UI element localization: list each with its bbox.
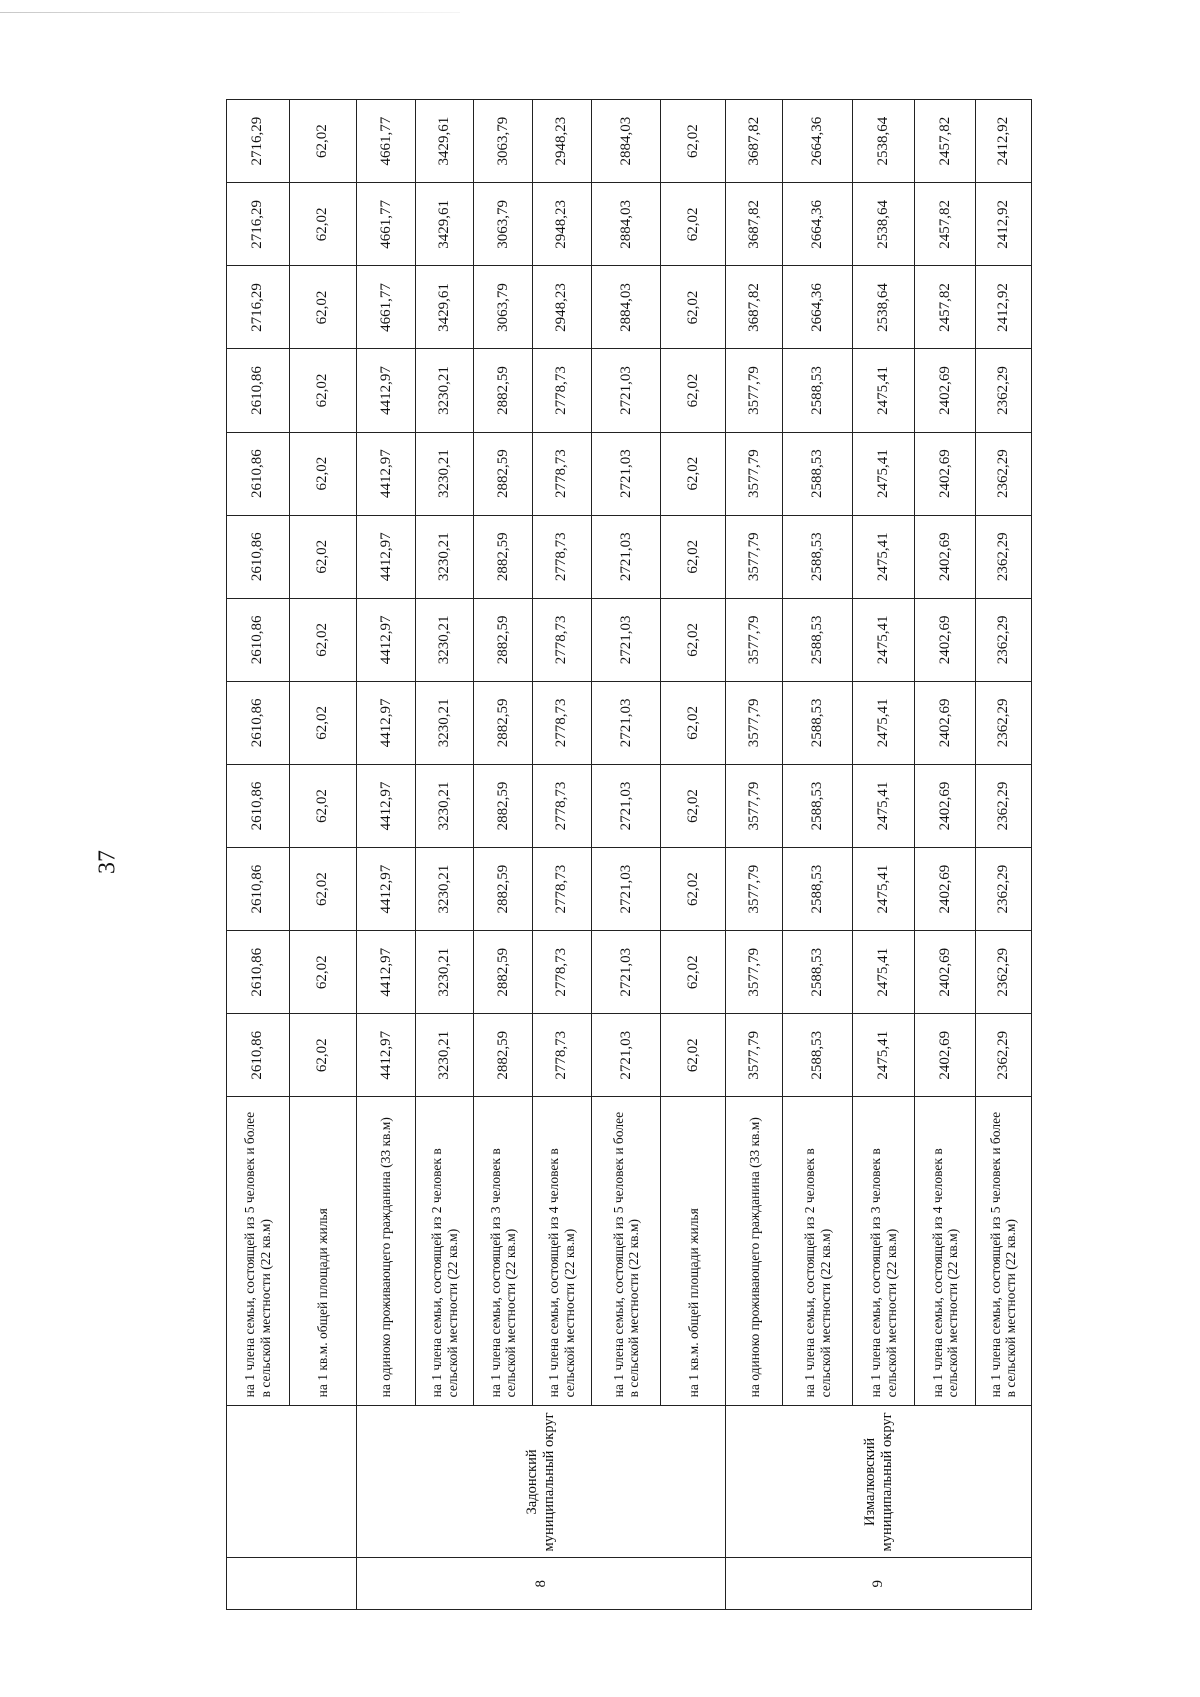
row-description: на 1 члена семьи, состоящей из 2 человек в сельской местности (22 кв.м)	[783, 1097, 852, 1406]
value-cell: 62,02	[289, 183, 356, 266]
value-cell: 2610,86	[227, 764, 290, 847]
value-cell: 2362,29	[975, 681, 1031, 764]
value-cell: 2610,86	[227, 681, 290, 764]
value-cell: 2588,53	[783, 432, 852, 515]
rotated-table-frame	[226, 99, 1032, 1610]
value-cell: 62,02	[289, 349, 356, 432]
value-cell: 2716,29	[227, 183, 290, 266]
value-cell: 62,02	[289, 100, 356, 183]
row-description: на 1 члена семьи, состоящей из 5 человек и более в сельской местности (22 кв.м)	[227, 1097, 290, 1406]
value-cell: 2475,41	[852, 681, 915, 764]
value-cell: 2588,53	[783, 681, 852, 764]
value-cell: 2882,59	[474, 598, 532, 681]
municipality-name: Измалковский муниципальный округ	[726, 1406, 1032, 1558]
value-cell: 3429,61	[416, 100, 474, 183]
value-cell: 2402,69	[915, 349, 975, 432]
value-cell: 3687,82	[726, 183, 783, 266]
value-cell: 62,02	[661, 931, 726, 1014]
value-cell: 2716,29	[227, 100, 290, 183]
value-cell: 62,02	[661, 681, 726, 764]
row-index-cell	[227, 1558, 357, 1610]
table-row	[532, 100, 591, 1610]
value-cell: 62,02	[289, 515, 356, 598]
value-cell: 3230,21	[416, 515, 474, 598]
value-cell: 2362,29	[975, 432, 1031, 515]
value-cell: 2475,41	[852, 598, 915, 681]
value-cell: 2882,59	[474, 931, 532, 1014]
value-cell: 3063,79	[474, 266, 532, 349]
value-cell: 2948,23	[532, 100, 591, 183]
value-cell: 62,02	[661, 183, 726, 266]
value-cell: 2778,73	[532, 515, 591, 598]
value-cell: 3577,79	[726, 681, 783, 764]
value-cell: 2610,86	[227, 1014, 290, 1097]
value-cell: 2402,69	[915, 931, 975, 1014]
value-cell: 2664,36	[783, 100, 852, 183]
value-cell: 2778,73	[532, 848, 591, 931]
table-row	[474, 100, 532, 1610]
value-cell: 2402,69	[915, 1014, 975, 1097]
value-cell: 3230,21	[416, 598, 474, 681]
value-cell: 3577,79	[726, 931, 783, 1014]
value-cell: 2948,23	[532, 266, 591, 349]
value-cell: 62,02	[661, 349, 726, 432]
value-cell: 2475,41	[852, 515, 915, 598]
value-cell: 3063,79	[474, 100, 532, 183]
value-cell: 2778,73	[532, 432, 591, 515]
value-cell: 2721,03	[591, 764, 660, 847]
row-description: на 1 члена семьи, состоящей из 5 человек и более в сельской местности (22 кв.м)	[591, 1097, 660, 1406]
value-cell: 62,02	[289, 1014, 356, 1097]
value-cell: 4412,97	[356, 1014, 415, 1097]
value-cell: 2884,03	[591, 266, 660, 349]
value-cell: 62,02	[289, 681, 356, 764]
value-cell: 2412,92	[975, 183, 1031, 266]
value-cell: 3577,79	[726, 1014, 783, 1097]
value-cell: 2362,29	[975, 1014, 1031, 1097]
value-cell: 2778,73	[532, 598, 591, 681]
value-cell: 62,02	[661, 432, 726, 515]
value-cell: 2610,86	[227, 931, 290, 1014]
value-cell: 3577,79	[726, 515, 783, 598]
value-cell: 2402,69	[915, 681, 975, 764]
value-cell: 2457,82	[915, 266, 975, 349]
row-description: на 1 кв.м. общей площади жилья	[661, 1097, 726, 1406]
value-cell: 2882,59	[474, 515, 532, 598]
value-cell: 4412,97	[356, 764, 415, 847]
value-cell: 2475,41	[852, 1014, 915, 1097]
value-cell: 2610,86	[227, 515, 290, 598]
value-cell: 2402,69	[915, 515, 975, 598]
value-cell: 2412,92	[975, 100, 1031, 183]
row-description: на 1 члена семьи, состоящей из 4 человек в сельской местности (22 кв.м)	[915, 1097, 975, 1406]
value-cell: 3577,79	[726, 598, 783, 681]
value-cell: 2402,69	[915, 598, 975, 681]
table-row	[726, 100, 783, 1610]
table-row	[975, 100, 1031, 1610]
value-cell: 2778,73	[532, 681, 591, 764]
value-cell: 2402,69	[915, 848, 975, 931]
value-cell: 2778,73	[532, 764, 591, 847]
row-description: на 1 члена семьи, состоящей из 3 человек в сельской местности (22 кв.м)	[852, 1097, 915, 1406]
value-cell: 2664,36	[783, 183, 852, 266]
value-cell: 2716,29	[227, 266, 290, 349]
value-cell: 3577,79	[726, 848, 783, 931]
value-cell: 2882,59	[474, 1014, 532, 1097]
value-cell: 2884,03	[591, 183, 660, 266]
value-cell: 4412,97	[356, 515, 415, 598]
value-cell: 2721,03	[591, 349, 660, 432]
value-cell: 2721,03	[591, 598, 660, 681]
value-cell: 2402,69	[915, 432, 975, 515]
value-cell: 62,02	[289, 931, 356, 1014]
value-cell: 4412,97	[356, 931, 415, 1014]
value-cell: 3577,79	[726, 432, 783, 515]
value-cell: 3577,79	[726, 349, 783, 432]
value-cell: 2610,86	[227, 349, 290, 432]
row-description: на 1 члена семьи, состоящей из 5 человек и более в сельской местности (22 кв.м)	[975, 1097, 1031, 1406]
value-cell: 62,02	[289, 266, 356, 349]
value-cell: 62,02	[661, 266, 726, 349]
value-cell: 2882,59	[474, 432, 532, 515]
value-cell: 3230,21	[416, 432, 474, 515]
table-row	[356, 100, 415, 1610]
value-cell: 62,02	[661, 598, 726, 681]
row-description: на одиноко проживающего гражданина (33 кв.м)	[356, 1097, 415, 1406]
value-cell: 3230,21	[416, 349, 474, 432]
value-cell: 3230,21	[416, 764, 474, 847]
scan-edge-artifact	[0, 12, 460, 13]
value-cell: 2362,29	[975, 848, 1031, 931]
municipality-name: Задонский муниципальный округ	[356, 1406, 725, 1558]
value-cell: 2721,03	[591, 1014, 660, 1097]
value-cell: 2457,82	[915, 183, 975, 266]
row-description: на 1 члена семьи, состоящей из 3 человек в сельской местности (22 кв.м)	[474, 1097, 532, 1406]
value-cell: 2882,59	[474, 681, 532, 764]
value-cell: 2588,53	[783, 931, 852, 1014]
group-index: 8	[356, 1558, 725, 1610]
value-cell: 2588,53	[783, 515, 852, 598]
value-cell: 3230,21	[416, 931, 474, 1014]
table-row	[852, 100, 915, 1610]
value-cell: 4412,97	[356, 848, 415, 931]
value-cell: 2610,86	[227, 598, 290, 681]
value-cell: 2884,03	[591, 100, 660, 183]
value-cell: 2475,41	[852, 432, 915, 515]
value-cell: 2721,03	[591, 432, 660, 515]
value-cell: 2402,69	[915, 764, 975, 847]
value-cell: 2362,29	[975, 349, 1031, 432]
value-cell: 2721,03	[591, 515, 660, 598]
value-cell: 2778,73	[532, 349, 591, 432]
value-cell: 2664,36	[783, 266, 852, 349]
value-cell: 62,02	[289, 598, 356, 681]
value-cell: 62,02	[661, 1014, 726, 1097]
value-cell: 62,02	[289, 764, 356, 847]
value-cell: 2362,29	[975, 598, 1031, 681]
value-cell: 4661,77	[356, 100, 415, 183]
value-cell: 2588,53	[783, 1014, 852, 1097]
value-cell: 2475,41	[852, 764, 915, 847]
value-cell: 2721,03	[591, 848, 660, 931]
value-cell: 4412,97	[356, 681, 415, 764]
value-cell: 2588,53	[783, 764, 852, 847]
value-cell: 2475,41	[852, 349, 915, 432]
value-cell: 2538,64	[852, 100, 915, 183]
table-row	[227, 100, 290, 1610]
table-row	[416, 100, 474, 1610]
value-cell: 2882,59	[474, 349, 532, 432]
value-cell: 2948,23	[532, 183, 591, 266]
value-cell: 4412,97	[356, 432, 415, 515]
table-row	[915, 100, 975, 1610]
value-cell: 2362,29	[975, 931, 1031, 1014]
value-cell: 2882,59	[474, 848, 532, 931]
tariff-table	[226, 99, 1032, 1610]
value-cell: 3230,21	[416, 681, 474, 764]
value-cell: 3687,82	[726, 266, 783, 349]
value-cell: 62,02	[289, 432, 356, 515]
value-cell: 62,02	[661, 764, 726, 847]
value-cell: 62,02	[661, 848, 726, 931]
value-cell: 2475,41	[852, 848, 915, 931]
value-cell: 2538,64	[852, 266, 915, 349]
value-cell: 62,02	[661, 515, 726, 598]
row-description: на 1 члена семьи, состоящей из 2 человек в сельской местности (22 кв.м)	[416, 1097, 474, 1406]
value-cell: 3577,79	[726, 764, 783, 847]
value-cell: 4412,97	[356, 598, 415, 681]
value-cell: 4661,77	[356, 266, 415, 349]
value-cell: 2721,03	[591, 931, 660, 1014]
value-cell: 2412,92	[975, 266, 1031, 349]
table-row	[783, 100, 852, 1610]
row-description: на одиноко проживающего гражданина (33 кв.м)	[726, 1097, 783, 1406]
value-cell: 2778,73	[532, 1014, 591, 1097]
table-row	[289, 100, 356, 1610]
value-cell: 4412,97	[356, 349, 415, 432]
group-index: 9	[726, 1558, 1032, 1610]
value-cell: 4661,77	[356, 183, 415, 266]
value-cell: 2778,73	[532, 931, 591, 1014]
value-cell: 3687,82	[726, 100, 783, 183]
municipality-cell	[227, 1406, 357, 1558]
value-cell: 2610,86	[227, 432, 290, 515]
value-cell: 3230,21	[416, 848, 474, 931]
value-cell: 2538,64	[852, 183, 915, 266]
value-cell: 2588,53	[783, 848, 852, 931]
value-cell: 3063,79	[474, 183, 532, 266]
value-cell: 2362,29	[975, 515, 1031, 598]
value-cell: 2721,03	[591, 681, 660, 764]
value-cell: 2588,53	[783, 598, 852, 681]
value-cell: 2475,41	[852, 931, 915, 1014]
value-cell: 2882,59	[474, 764, 532, 847]
value-cell: 3429,61	[416, 183, 474, 266]
row-description: на 1 члена семьи, состоящей из 4 человек в сельской местности (22 кв.м)	[532, 1097, 591, 1406]
value-cell: 2457,82	[915, 100, 975, 183]
value-cell: 62,02	[661, 100, 726, 183]
table-row	[591, 100, 660, 1610]
page-number: 37	[94, 850, 121, 874]
value-cell: 62,02	[289, 848, 356, 931]
value-cell: 2610,86	[227, 848, 290, 931]
table-row	[661, 100, 726, 1610]
value-cell: 2362,29	[975, 764, 1031, 847]
value-cell: 3429,61	[416, 266, 474, 349]
value-cell: 2588,53	[783, 349, 852, 432]
value-cell: 3230,21	[416, 1014, 474, 1097]
row-description: на 1 кв.м. общей площади жилья	[289, 1097, 356, 1406]
